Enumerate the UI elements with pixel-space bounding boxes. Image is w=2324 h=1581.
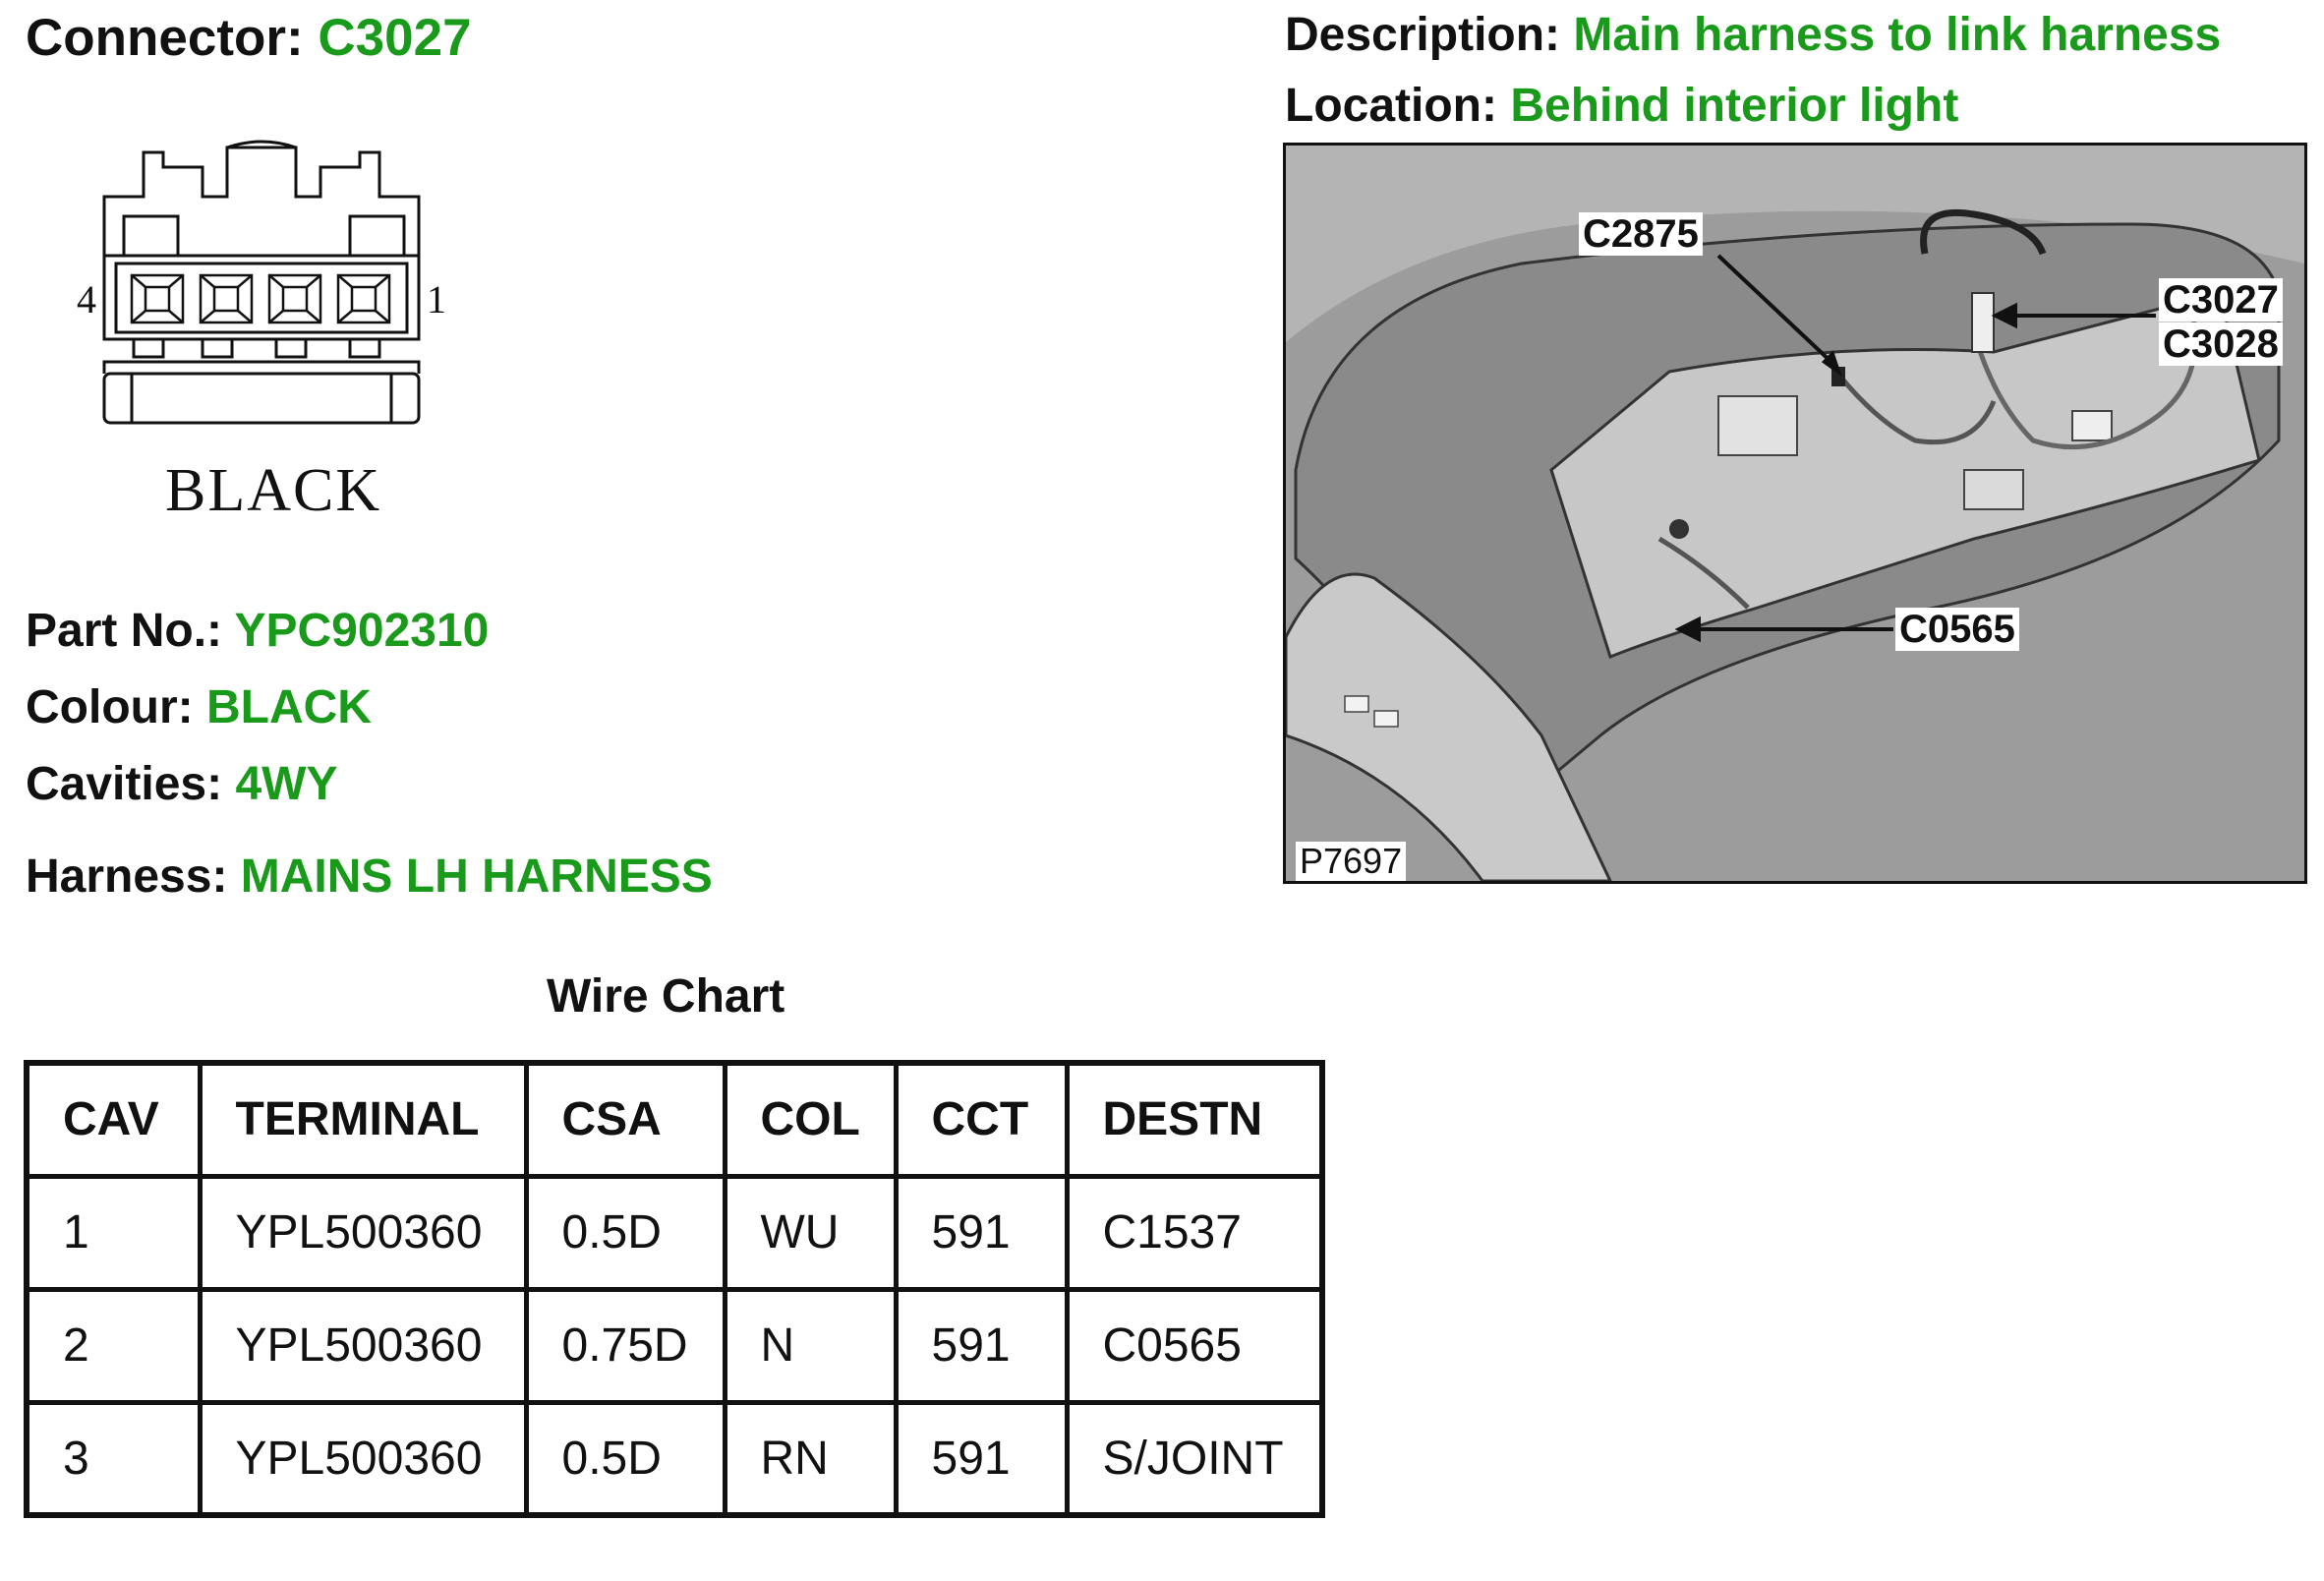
table-row xyxy=(27,1402,1322,1515)
cell-terminal: YPL500360 xyxy=(200,1289,526,1402)
connector-colour-label: BLACK xyxy=(165,457,382,524)
callout-c3027: C3027 xyxy=(2159,278,2283,322)
pin-4-label: 4 xyxy=(77,277,96,322)
cell-csa: 0.75D xyxy=(526,1289,725,1402)
cell-col: WU xyxy=(725,1176,896,1289)
cell-csa: 0.5D xyxy=(526,1176,725,1289)
header-cct: CCT xyxy=(896,1063,1067,1176)
cell-cav: 3 xyxy=(27,1402,200,1515)
location-label: Location: xyxy=(1285,80,1497,132)
table-row xyxy=(27,1176,1322,1289)
cell-cct: 591 xyxy=(896,1176,1067,1289)
description-field xyxy=(1285,9,2222,61)
header-destn: DESTN xyxy=(1067,1063,1322,1176)
cell-destn: C0565 xyxy=(1067,1289,1322,1402)
cell-terminal: YPL500360 xyxy=(200,1176,526,1289)
part-no-value: YPC902310 xyxy=(234,605,490,657)
harness-label: Harness: xyxy=(26,850,228,903)
cell-terminal: YPL500360 xyxy=(200,1402,526,1515)
part-no-field xyxy=(26,605,490,657)
connector-field xyxy=(26,9,472,67)
cavities-label: Cavities: xyxy=(26,758,223,810)
wire-chart-title: Wire Chart xyxy=(547,970,785,1023)
header-cav: CAV xyxy=(27,1063,200,1176)
connector-value: C3027 xyxy=(318,9,472,67)
connector-label: Connector: xyxy=(26,9,304,67)
colour-value: BLACK xyxy=(205,681,372,733)
wire-chart-table xyxy=(24,1060,1325,1518)
cavity-4 xyxy=(132,275,183,322)
photo-reference: P7697 xyxy=(1296,842,1406,881)
cavity-3 xyxy=(201,275,252,322)
colour-field xyxy=(26,681,372,733)
description-value: Main harness to link harness xyxy=(1573,9,2222,61)
cell-destn: S/JOINT xyxy=(1067,1402,1322,1515)
cell-csa: 0.5D xyxy=(526,1402,725,1515)
cavity-1 xyxy=(338,275,389,322)
callout-c0565: C0565 xyxy=(1895,608,2019,651)
location-field xyxy=(1285,80,1959,132)
cell-cav: 1 xyxy=(27,1176,200,1289)
cavity-2 xyxy=(269,275,320,322)
table-row xyxy=(27,1289,1322,1402)
cell-destn: C1537 xyxy=(1067,1176,1322,1289)
cell-col: RN xyxy=(725,1402,896,1515)
colour-label: Colour: xyxy=(26,681,194,733)
cell-cct: 591 xyxy=(896,1402,1067,1515)
header-terminal: TERMINAL xyxy=(200,1063,526,1176)
location-value: Behind interior light xyxy=(1510,80,1959,132)
header-csa: CSA xyxy=(526,1063,725,1176)
callout-c2875: C2875 xyxy=(1579,212,1703,256)
cell-cav: 2 xyxy=(27,1289,200,1402)
cell-col: N xyxy=(725,1289,896,1402)
harness-field xyxy=(26,850,713,903)
cavities-value: 4WY xyxy=(235,758,338,810)
headliner-illustration xyxy=(1286,146,2304,881)
harness-value: MAINS LH HARNESS xyxy=(240,850,713,903)
part-no-label: Part No.: xyxy=(26,605,223,657)
table-header-row xyxy=(27,1063,1322,1176)
cavities-field xyxy=(26,758,338,810)
description-label: Description: xyxy=(1285,9,1561,61)
pin-1-label: 1 xyxy=(427,277,446,322)
callout-c3028: C3028 xyxy=(2159,322,2283,366)
cell-cct: 591 xyxy=(896,1289,1067,1402)
header-col: COL xyxy=(725,1063,896,1176)
connector-face-diagram xyxy=(75,138,448,433)
location-photo xyxy=(1283,143,2307,884)
